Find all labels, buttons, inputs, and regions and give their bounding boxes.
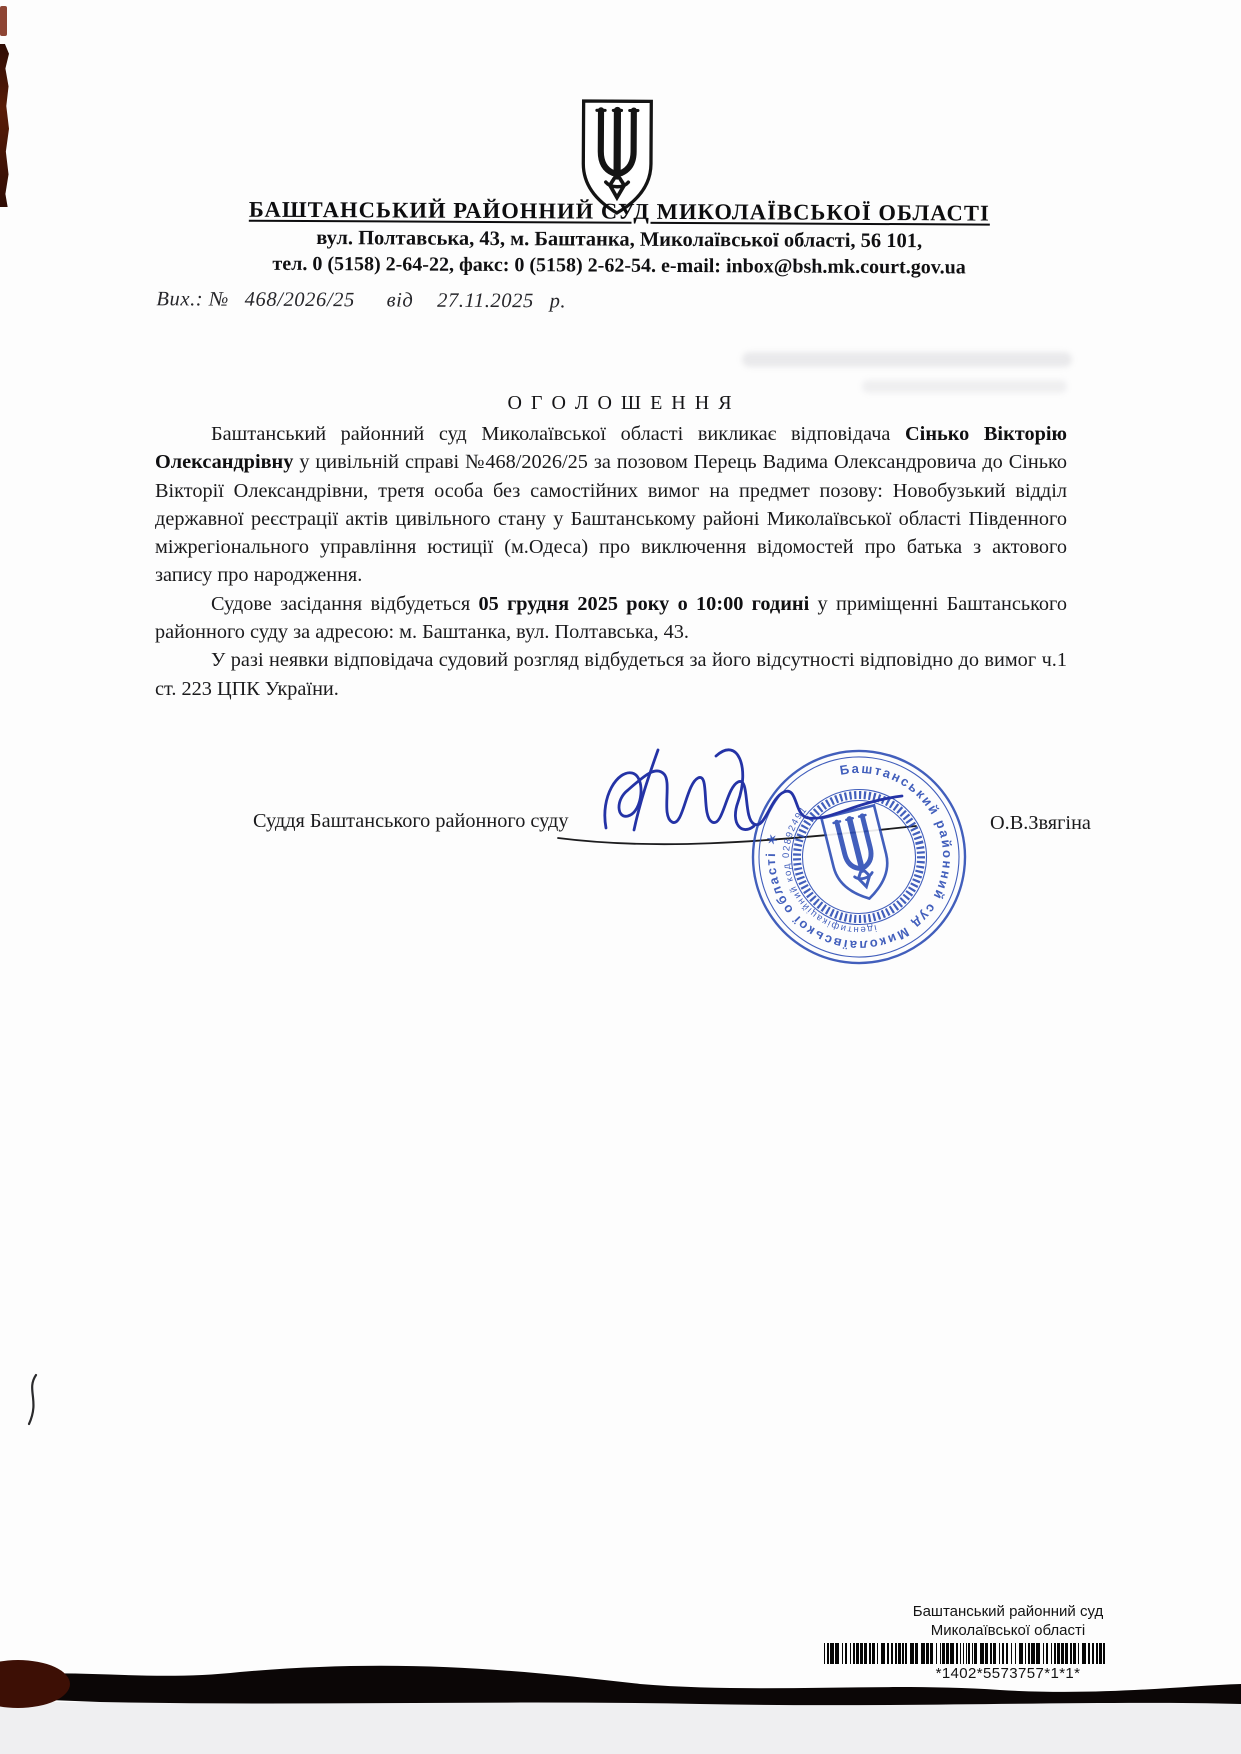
- footer-court-line2: Миколаївської області: [930, 1622, 1086, 1639]
- paragraph-summons: [155, 420, 1067, 590]
- scan-edge-artifact: [0, 6, 7, 36]
- paragraph-hearing: [155, 590, 1067, 647]
- ref-number: 468/2026/25: [244, 288, 355, 312]
- announcement-title: О Г О Л О Ш Е Н Н Я: [507, 392, 734, 414]
- stamp-ring-text: Баштанський районний суд Миколаївської області ✶: [762, 760, 956, 954]
- pen-mark-artifact: [24, 1372, 44, 1428]
- stamp-code-text: ідентифікаційний код 02892491: [780, 804, 878, 936]
- ref-date-suffix: р.: [549, 290, 567, 313]
- footer-court-line1: Баштанський районний суд: [912, 1603, 1104, 1620]
- court-name: БАШТАНСЬКИЙ РАЙОННИЙ СУД МИКОЛАЇВСЬКОЇ ОБЛАСТІ: [248, 196, 990, 226]
- scan-edge-artifact: [0, 44, 9, 207]
- p2-lead: Судове засідання відбудеться: [211, 592, 479, 615]
- announcement-body: [155, 420, 1067, 703]
- ref-label: Вих.: №: [156, 288, 229, 311]
- bleed-through-artifact: [742, 352, 1072, 367]
- signature-role-label: Суддя Баштанського районного суду: [253, 810, 569, 832]
- p1-lead: Баштанський районний суд Миколаївської області викликає відповідача: [211, 423, 906, 445]
- ref-date-label: від: [386, 289, 414, 312]
- ref-date: 27.11.2025: [437, 289, 534, 313]
- handwritten-signature-icon: [598, 736, 910, 862]
- court-address: вул. Полтавська, 43, м. Баштанка, Миколаївської області, 56 101,: [316, 227, 923, 253]
- barcode-value: *1402*5573757*1*1*: [935, 1665, 1081, 1682]
- hearing-datetime: 05 грудня 2025 року о 10:00 годині: [478, 592, 810, 615]
- scan-shadow-band: [0, 1638, 1241, 1710]
- defendant-name: Сінько Вікторію Олександрівну: [155, 423, 1067, 474]
- paragraph-absence: У разі неявки відповідача судовий розгляд відбудеться за його відсутності відповідно до вимог ч.1 ст. 223 ЦПК України.: [155, 649, 1067, 700]
- court-contacts: тел. 0 (5158) 2-64-22, факс: 0 (5158) 2-62-54. e-mail: inbox@bsh.mk.court.gov.ua: [272, 252, 966, 279]
- outgoing-reference: [156, 288, 566, 313]
- p1-tail: у цивільній справі №468/2026/25 за позовом Перець Вадима Олександровича до Сінько Вікторії Олександрівни, третя особа без самостійних вимог на предмет позову: Новобузький відділ державної реєстрації актів цивільного стану у Баштанському районі Миколаївської області Південного міжрегіонального управління юстиції (м.Одеса) про виключення відомостей про батька з актового запису про народження.: [155, 451, 1067, 587]
- letterhead: [0, 0, 1241, 313]
- p2-tail: у приміщенні Баштанського районного суду за адресою: м. Баштанка, вул. Полтавська, 43.: [155, 592, 1067, 644]
- judge-name: О.В.Звягіна: [990, 812, 1091, 834]
